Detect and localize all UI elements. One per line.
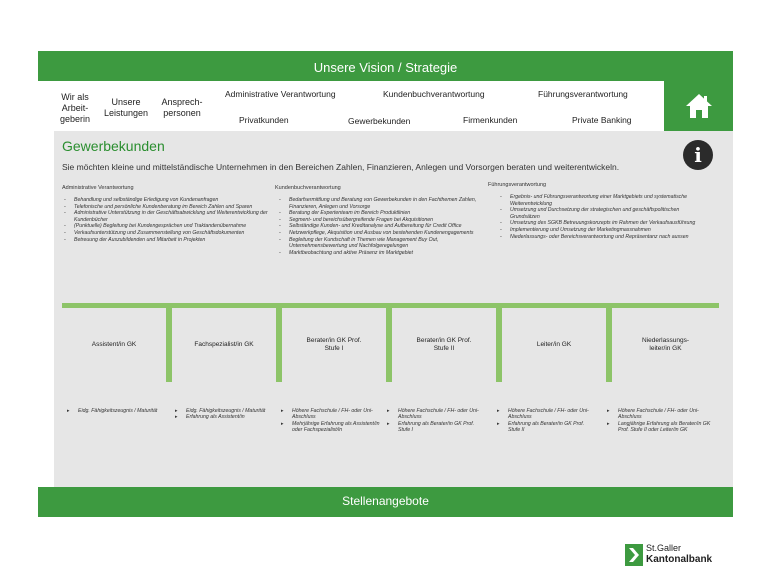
role-berater-stufe-2[interactable] bbox=[392, 308, 496, 382]
req-list-fachspezialist bbox=[174, 408, 269, 421]
fuehrung-task-list bbox=[498, 194, 698, 240]
section-subtitle: Sie möchten kleine und mittelständische Unternehmen in den Bereichen Zahlen, Finanzieren, Anlegen und Vorsorgen beraten und weiterentwickeln. bbox=[62, 162, 620, 172]
bank-logo bbox=[625, 543, 735, 569]
role-label: Assistent/in GK bbox=[91, 341, 137, 348]
role-berater-stufe-1[interactable] bbox=[282, 308, 386, 382]
list-item: ▸ Mehrjährige Erfahrung als Assistent/in oder Fachspezialist/in bbox=[280, 421, 380, 434]
req-list-niederlassungsleiter bbox=[606, 408, 711, 434]
stellenangebote-button[interactable] bbox=[38, 487, 733, 517]
nav-wir-label: Wir als Arbeit-geberin bbox=[59, 91, 91, 124]
list-item: - Begleitung der Kundschaft in Themen wie Management Buy Out, Unternehmensbewertung und Nachfolgeregelungen bbox=[277, 237, 477, 250]
admin-column-title: Administrative Verantwortung bbox=[62, 185, 134, 191]
list-item: - Ergebnis- und Führungsverantwortung einer Marktgebiets und systematische Weiterentwicklung bbox=[498, 194, 698, 207]
page-header bbox=[38, 51, 733, 81]
nav-fuehrung-label[interactable]: Führungsverantwortung bbox=[538, 89, 628, 99]
req-list-assistent bbox=[66, 408, 161, 414]
role-niederlassungsleiter[interactable] bbox=[612, 308, 719, 382]
page-title: Unsere Vision / Strategie bbox=[313, 60, 458, 75]
nav-segments bbox=[213, 85, 660, 131]
list-item: - Marktbeobachtung und aktive Präsenz im Marktgebiet bbox=[277, 250, 477, 257]
list-item: - Bedarfsermittlung und Beratung von Gewerbekunden in den Fachthemen Zahlen, Finanzieren, Anlegen und Vorsorge bbox=[277, 197, 477, 210]
role-label: Berater/in GK Prof. Stufe I bbox=[306, 337, 362, 352]
role-label: Fachspezialist/in GK bbox=[194, 341, 254, 348]
fuehrung-column-title: Führungsverantwortung bbox=[488, 182, 547, 188]
info-icon[interactable] bbox=[683, 140, 713, 170]
role-label: Niederlassungs-leiter/in GK bbox=[642, 337, 689, 352]
nav-leistungen-label: Unsere Leistungen bbox=[103, 97, 149, 118]
nav-unsere-leistungen[interactable] bbox=[101, 85, 151, 131]
logo-text bbox=[646, 543, 712, 565]
list-item: - Umsetzung und Durchsetzung der strategischen und geschäftspolitischen Grundsätzen bbox=[498, 207, 698, 220]
list-item: - Betreuung der Auszubildenden und Mitarbeit in Projekten bbox=[62, 237, 272, 244]
list-item: - Segment- und bereichsübergreifende Fragen bei Akquisitionen bbox=[277, 217, 477, 224]
role-label: Leiter/in GK bbox=[536, 341, 572, 348]
list-item: - Telefonische und persönliche Kundenberatung im Bereich Zahlen und Sparen bbox=[62, 204, 272, 211]
list-item: - (Punktuelle) Begleitung bei Kundengesprächen und Traktandenübernahme bbox=[62, 223, 272, 230]
nav-wir-als-arbeitgeberin[interactable] bbox=[55, 85, 95, 131]
list-item: - Beratung der Expertenteam im Bereich Produktlinien bbox=[277, 210, 477, 217]
list-item: - Umsetzung des SGKB Betreuungskonzepts im Rahmen der Verkaufsausführung bbox=[498, 220, 698, 227]
req-list-leiter bbox=[496, 408, 596, 434]
list-item: ▸ Erfahrung als Assistent/in bbox=[174, 414, 269, 420]
nav-ansprechpersonen[interactable] bbox=[157, 85, 207, 131]
stellenangebote-label: Stellenangebote bbox=[342, 494, 429, 508]
kunden-column-title: Kundenbuchverantwortung bbox=[275, 185, 341, 191]
tab-privatkunden[interactable]: Privatkunden bbox=[239, 115, 289, 125]
list-item: ▸ Erfahrung als Berater/in GK Prof. Stufe II bbox=[496, 421, 596, 434]
list-item: ▸ Eidg. Fähigkeitszeugnis / Maturität bbox=[174, 408, 269, 414]
tab-gewerbekunden[interactable]: Gewerbekunden bbox=[348, 116, 411, 126]
kunden-task-list bbox=[277, 197, 477, 256]
nav-ansprech-label: Ansprech-personen bbox=[161, 97, 203, 118]
nav-admin-label[interactable]: Administrative Verantwortung bbox=[225, 89, 336, 99]
list-item: - Administrative Unterstützung in der Geschäftsabwicklung und Weiterentwicklung der Kundenbücher bbox=[62, 210, 272, 223]
list-item: - Behandlung und selbständige Erledigung von Kundenanfragen bbox=[62, 197, 272, 204]
list-item: ▸ Höhere Fachschule / FH- oder Uni-Abschluss bbox=[280, 408, 380, 421]
list-item: - Selbständige Kunden- und Kreditanalyse und Aufbereitung für Credit Office bbox=[277, 223, 477, 230]
req-list-berater-1 bbox=[280, 408, 380, 434]
list-item: ▸ Eidg. Fähigkeitszeugnis / Maturität bbox=[66, 408, 161, 414]
role-leiter[interactable] bbox=[502, 308, 606, 382]
list-item: - Netzwerkpflege, Akquisition und Ausbau von bestehenden Kundenengagements bbox=[277, 230, 477, 237]
info-glyph: i bbox=[694, 143, 702, 167]
admin-task-list bbox=[62, 197, 272, 243]
list-item: ▸ Höhere Fachschule / FH- oder Uni-Abschluss bbox=[386, 408, 486, 421]
logo-line1: St.Galler bbox=[646, 543, 682, 553]
logo-mark-icon bbox=[625, 544, 643, 566]
list-item: - Niederlassungs- oder Bereichsverantwortung und Repräsentanz nach aussen bbox=[498, 234, 698, 241]
nav-kunden-label[interactable]: Kundenbuchverantwortung bbox=[383, 89, 485, 99]
list-item: ▸ Höhere Fachschule / FH- oder Uni-Abschluss bbox=[496, 408, 596, 421]
list-item: ▸ Langjährige Erfahrung als Berater/in GK Prof. Stufe II oder Leiter/in GK bbox=[606, 421, 711, 434]
section-title: Gewerbekunden bbox=[62, 138, 165, 154]
home-icon bbox=[685, 93, 713, 119]
list-item: - Verkaufsunterstützung und Zusammenstellung von Geschäftsdokumenten bbox=[62, 230, 272, 237]
req-list-berater-2 bbox=[386, 408, 486, 434]
home-button[interactable] bbox=[664, 81, 733, 131]
role-assistent[interactable] bbox=[62, 308, 166, 382]
tab-firmenkunden[interactable]: Firmenkunden bbox=[463, 115, 518, 125]
role-label: Berater/in GK Prof. Stufe II bbox=[416, 337, 472, 352]
role-fachspezialist[interactable] bbox=[172, 308, 276, 382]
list-item: ▸ Erfahrung als Berater/in GK Prof. Stufe I bbox=[386, 421, 486, 434]
tab-private-banking[interactable]: Private Banking bbox=[572, 115, 632, 125]
list-item: - Implementierung und Umsetzung der Marketingmassnahmen bbox=[498, 227, 698, 234]
logo-line2: Kantonalbank bbox=[646, 554, 713, 565]
list-item: ▸ Höhere Fachschule / FH- oder Uni-Abschluss bbox=[606, 408, 711, 421]
